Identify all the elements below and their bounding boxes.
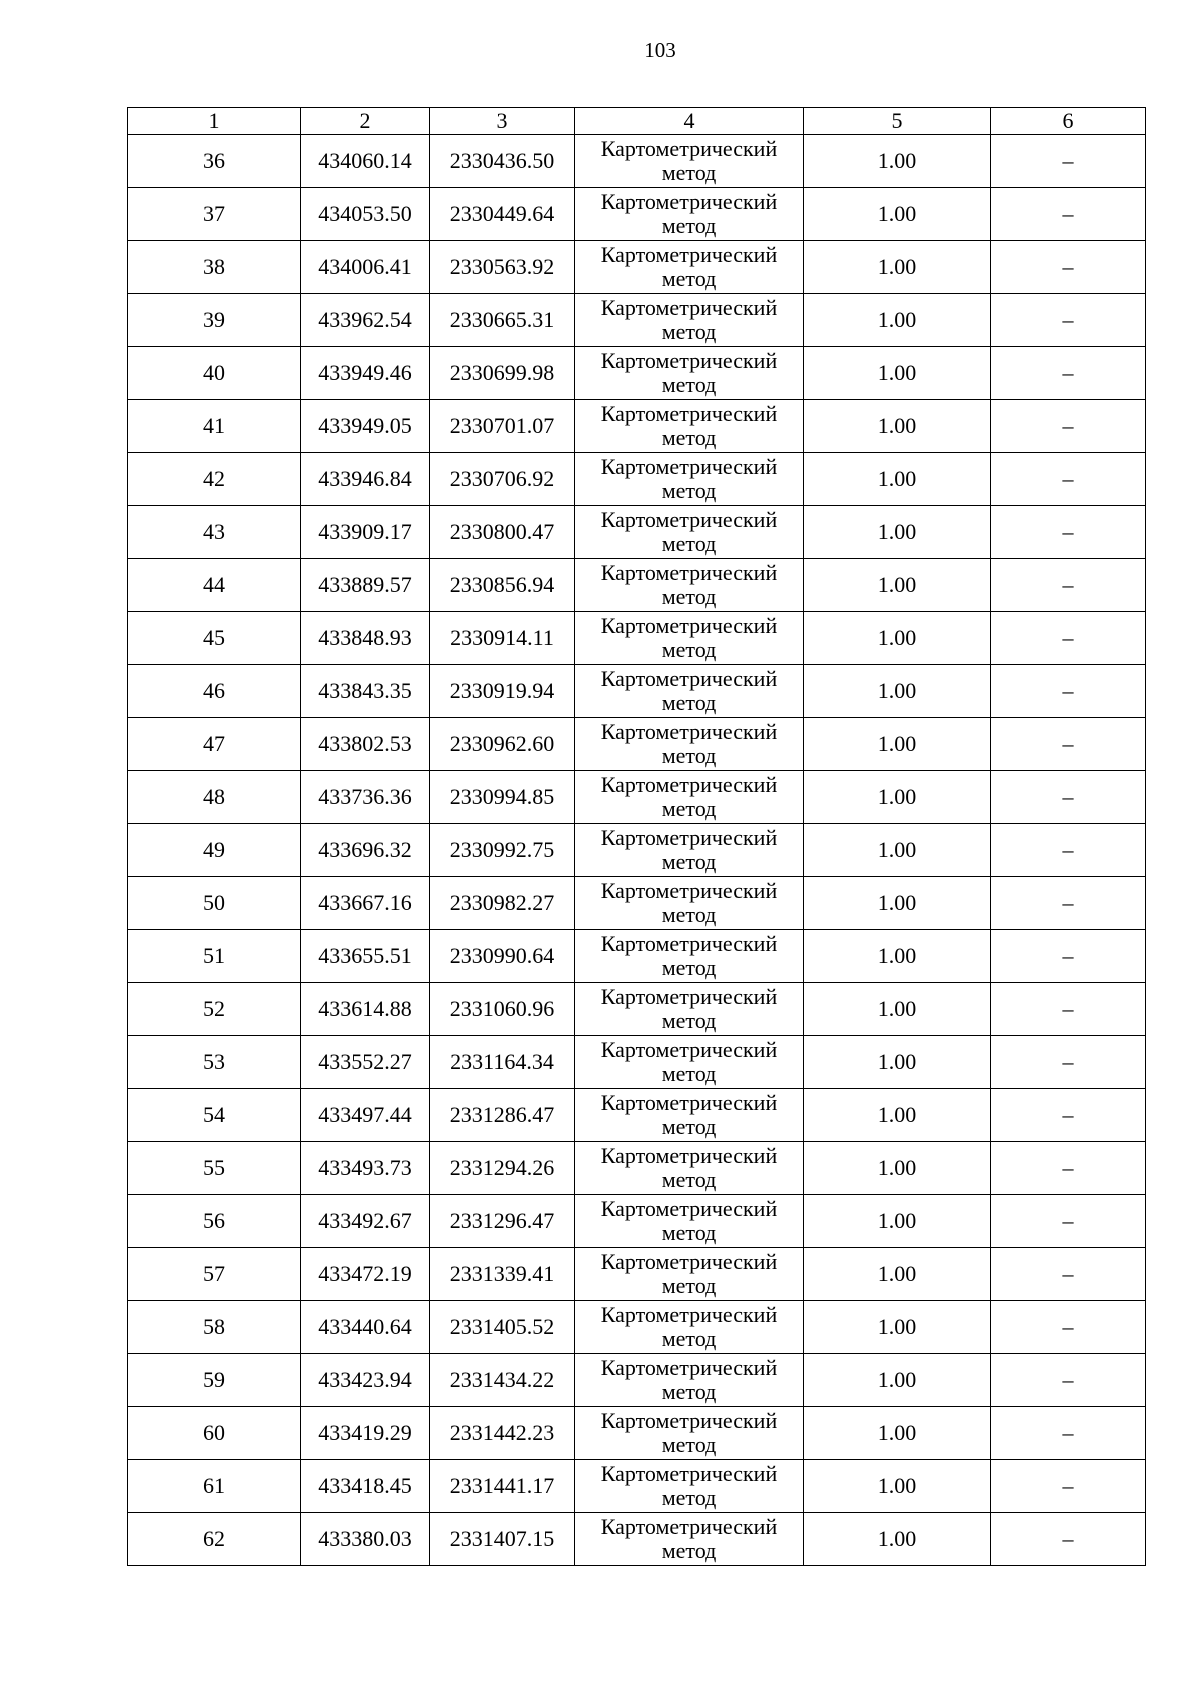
accuracy-cell: 1.00 bbox=[804, 453, 991, 506]
note-cell: – bbox=[991, 771, 1146, 824]
method-cell: Картометрический метод bbox=[575, 718, 804, 771]
column-header: 4 bbox=[575, 108, 804, 135]
method-cell: Картометрический метод bbox=[575, 1089, 804, 1142]
method-cell: Картометрический метод bbox=[575, 665, 804, 718]
note-cell: – bbox=[991, 1142, 1146, 1195]
y-coordinate-cell: 2331405.52 bbox=[430, 1301, 575, 1354]
x-coordinate-cell: 433418.45 bbox=[301, 1460, 430, 1513]
table-row bbox=[128, 930, 1146, 983]
accuracy-cell: 1.00 bbox=[804, 877, 991, 930]
x-coordinate-cell: 433497.44 bbox=[301, 1089, 430, 1142]
y-coordinate-cell: 2330449.64 bbox=[430, 188, 575, 241]
x-coordinate-cell: 433949.46 bbox=[301, 347, 430, 400]
accuracy-cell: 1.00 bbox=[804, 1195, 991, 1248]
x-coordinate-cell: 433423.94 bbox=[301, 1354, 430, 1407]
table-row bbox=[128, 506, 1146, 559]
note-cell: – bbox=[991, 612, 1146, 665]
table-row bbox=[128, 718, 1146, 771]
table-row bbox=[128, 665, 1146, 718]
y-coordinate-cell: 2331164.34 bbox=[430, 1036, 575, 1089]
x-coordinate-cell: 433614.88 bbox=[301, 983, 430, 1036]
point-number-cell: 59 bbox=[128, 1354, 301, 1407]
x-coordinate-cell: 433736.36 bbox=[301, 771, 430, 824]
y-coordinate-cell: 2330699.98 bbox=[430, 347, 575, 400]
method-cell: Картометрический метод bbox=[575, 1513, 804, 1566]
accuracy-cell: 1.00 bbox=[804, 1248, 991, 1301]
method-cell: Картометрический метод bbox=[575, 400, 804, 453]
page-number: 103 bbox=[644, 38, 676, 62]
x-coordinate-cell: 433962.54 bbox=[301, 294, 430, 347]
accuracy-cell: 1.00 bbox=[804, 1089, 991, 1142]
point-number-cell: 39 bbox=[128, 294, 301, 347]
y-coordinate-cell: 2331294.26 bbox=[430, 1142, 575, 1195]
table-row bbox=[128, 1089, 1146, 1142]
accuracy-cell: 1.00 bbox=[804, 612, 991, 665]
method-cell: Картометрический метод bbox=[575, 241, 804, 294]
column-header: 3 bbox=[430, 108, 575, 135]
x-coordinate-cell: 434053.50 bbox=[301, 188, 430, 241]
y-coordinate-cell: 2330800.47 bbox=[430, 506, 575, 559]
accuracy-cell: 1.00 bbox=[804, 824, 991, 877]
accuracy-cell: 1.00 bbox=[804, 1460, 991, 1513]
point-number-cell: 36 bbox=[128, 135, 301, 188]
method-cell: Картометрический метод bbox=[575, 1460, 804, 1513]
note-cell: – bbox=[991, 1089, 1146, 1142]
y-coordinate-cell: 2330982.27 bbox=[430, 877, 575, 930]
note-cell: – bbox=[991, 877, 1146, 930]
y-coordinate-cell: 2331441.17 bbox=[430, 1460, 575, 1513]
y-coordinate-cell: 2330665.31 bbox=[430, 294, 575, 347]
table-row bbox=[128, 400, 1146, 453]
accuracy-cell: 1.00 bbox=[804, 241, 991, 294]
table-row bbox=[128, 294, 1146, 347]
y-coordinate-cell: 2330994.85 bbox=[430, 771, 575, 824]
point-number-cell: 37 bbox=[128, 188, 301, 241]
method-cell: Картометрический метод bbox=[575, 559, 804, 612]
y-coordinate-cell: 2331442.23 bbox=[430, 1407, 575, 1460]
note-cell: – bbox=[991, 188, 1146, 241]
point-number-cell: 49 bbox=[128, 824, 301, 877]
point-number-cell: 54 bbox=[128, 1089, 301, 1142]
x-coordinate-cell: 433848.93 bbox=[301, 612, 430, 665]
method-cell: Картометрический метод bbox=[575, 506, 804, 559]
x-coordinate-cell: 433552.27 bbox=[301, 1036, 430, 1089]
point-number-cell: 47 bbox=[128, 718, 301, 771]
x-coordinate-cell: 433472.19 bbox=[301, 1248, 430, 1301]
table-row bbox=[128, 1248, 1146, 1301]
y-coordinate-cell: 2331434.22 bbox=[430, 1354, 575, 1407]
x-coordinate-cell: 433889.57 bbox=[301, 559, 430, 612]
x-coordinate-cell: 433667.16 bbox=[301, 877, 430, 930]
accuracy-cell: 1.00 bbox=[804, 718, 991, 771]
point-number-cell: 51 bbox=[128, 930, 301, 983]
accuracy-cell: 1.00 bbox=[804, 983, 991, 1036]
x-coordinate-cell: 433802.53 bbox=[301, 718, 430, 771]
method-cell: Картометрический метод bbox=[575, 1354, 804, 1407]
method-cell: Картометрический метод bbox=[575, 135, 804, 188]
table-row bbox=[128, 824, 1146, 877]
y-coordinate-cell: 2331296.47 bbox=[430, 1195, 575, 1248]
y-coordinate-cell: 2330436.50 bbox=[430, 135, 575, 188]
x-coordinate-cell: 433946.84 bbox=[301, 453, 430, 506]
table-row bbox=[128, 1460, 1146, 1513]
point-number-cell: 52 bbox=[128, 983, 301, 1036]
note-cell: – bbox=[991, 294, 1146, 347]
note-cell: – bbox=[991, 718, 1146, 771]
method-cell: Картометрический метод bbox=[575, 1142, 804, 1195]
table-row bbox=[128, 1407, 1146, 1460]
point-number-cell: 61 bbox=[128, 1460, 301, 1513]
note-cell: – bbox=[991, 1354, 1146, 1407]
point-number-cell: 43 bbox=[128, 506, 301, 559]
method-cell: Картометрический метод bbox=[575, 877, 804, 930]
point-number-cell: 57 bbox=[128, 1248, 301, 1301]
accuracy-cell: 1.00 bbox=[804, 400, 991, 453]
coordinates-table bbox=[127, 107, 1146, 1566]
table-row bbox=[128, 241, 1146, 294]
point-number-cell: 62 bbox=[128, 1513, 301, 1566]
accuracy-cell: 1.00 bbox=[804, 1142, 991, 1195]
note-cell: – bbox=[991, 824, 1146, 877]
table-row bbox=[128, 1301, 1146, 1354]
accuracy-cell: 1.00 bbox=[804, 930, 991, 983]
table-row bbox=[128, 1513, 1146, 1566]
accuracy-cell: 1.00 bbox=[804, 665, 991, 718]
table-row bbox=[128, 877, 1146, 930]
x-coordinate-cell: 433655.51 bbox=[301, 930, 430, 983]
point-number-cell: 46 bbox=[128, 665, 301, 718]
accuracy-cell: 1.00 bbox=[804, 559, 991, 612]
method-cell: Картометрический метод bbox=[575, 1036, 804, 1089]
method-cell: Картометрический метод bbox=[575, 1195, 804, 1248]
accuracy-cell: 1.00 bbox=[804, 188, 991, 241]
accuracy-cell: 1.00 bbox=[804, 506, 991, 559]
table-header-row bbox=[128, 108, 1146, 135]
method-cell: Картометрический метод bbox=[575, 930, 804, 983]
y-coordinate-cell: 2330914.11 bbox=[430, 612, 575, 665]
y-coordinate-cell: 2330701.07 bbox=[430, 400, 575, 453]
y-coordinate-cell: 2331339.41 bbox=[430, 1248, 575, 1301]
x-coordinate-cell: 433380.03 bbox=[301, 1513, 430, 1566]
column-header: 2 bbox=[301, 108, 430, 135]
table-row bbox=[128, 1195, 1146, 1248]
table-row bbox=[128, 771, 1146, 824]
note-cell: – bbox=[991, 453, 1146, 506]
note-cell: – bbox=[991, 665, 1146, 718]
point-number-cell: 56 bbox=[128, 1195, 301, 1248]
table-row bbox=[128, 453, 1146, 506]
accuracy-cell: 1.00 bbox=[804, 1354, 991, 1407]
y-coordinate-cell: 2330563.92 bbox=[430, 241, 575, 294]
method-cell: Картометрический метод bbox=[575, 453, 804, 506]
note-cell: – bbox=[991, 1460, 1146, 1513]
x-coordinate-cell: 433843.35 bbox=[301, 665, 430, 718]
x-coordinate-cell: 434060.14 bbox=[301, 135, 430, 188]
y-coordinate-cell: 2331407.15 bbox=[430, 1513, 575, 1566]
point-number-cell: 60 bbox=[128, 1407, 301, 1460]
x-coordinate-cell: 433419.29 bbox=[301, 1407, 430, 1460]
method-cell: Картометрический метод bbox=[575, 1301, 804, 1354]
note-cell: – bbox=[991, 347, 1146, 400]
x-coordinate-cell: 433696.32 bbox=[301, 824, 430, 877]
point-number-cell: 41 bbox=[128, 400, 301, 453]
table-body bbox=[128, 135, 1146, 1566]
column-header: 6 bbox=[991, 108, 1146, 135]
note-cell: – bbox=[991, 1513, 1146, 1566]
point-number-cell: 45 bbox=[128, 612, 301, 665]
y-coordinate-cell: 2331286.47 bbox=[430, 1089, 575, 1142]
y-coordinate-cell: 2330962.60 bbox=[430, 718, 575, 771]
note-cell: – bbox=[991, 135, 1146, 188]
x-coordinate-cell: 434006.41 bbox=[301, 241, 430, 294]
table-row bbox=[128, 559, 1146, 612]
accuracy-cell: 1.00 bbox=[804, 347, 991, 400]
point-number-cell: 58 bbox=[128, 1301, 301, 1354]
column-header: 1 bbox=[128, 108, 301, 135]
table-row bbox=[128, 347, 1146, 400]
y-coordinate-cell: 2330919.94 bbox=[430, 665, 575, 718]
note-cell: – bbox=[991, 983, 1146, 1036]
method-cell: Картометрический метод bbox=[575, 983, 804, 1036]
table-row bbox=[128, 188, 1146, 241]
y-coordinate-cell: 2330992.75 bbox=[430, 824, 575, 877]
method-cell: Картометрический метод bbox=[575, 1407, 804, 1460]
note-cell: – bbox=[991, 930, 1146, 983]
table-row bbox=[128, 135, 1146, 188]
table-row bbox=[128, 1036, 1146, 1089]
column-header: 5 bbox=[804, 108, 991, 135]
method-cell: Картометрический метод bbox=[575, 771, 804, 824]
note-cell: – bbox=[991, 1407, 1146, 1460]
x-coordinate-cell: 433493.73 bbox=[301, 1142, 430, 1195]
point-number-cell: 48 bbox=[128, 771, 301, 824]
note-cell: – bbox=[991, 1248, 1146, 1301]
note-cell: – bbox=[991, 1036, 1146, 1089]
accuracy-cell: 1.00 bbox=[804, 771, 991, 824]
table-row bbox=[128, 612, 1146, 665]
note-cell: – bbox=[991, 559, 1146, 612]
y-coordinate-cell: 2330990.64 bbox=[430, 930, 575, 983]
accuracy-cell: 1.00 bbox=[804, 1301, 991, 1354]
note-cell: – bbox=[991, 400, 1146, 453]
y-coordinate-cell: 2331060.96 bbox=[430, 983, 575, 1036]
method-cell: Картометрический метод bbox=[575, 294, 804, 347]
point-number-cell: 38 bbox=[128, 241, 301, 294]
x-coordinate-cell: 433949.05 bbox=[301, 400, 430, 453]
accuracy-cell: 1.00 bbox=[804, 1513, 991, 1566]
y-coordinate-cell: 2330856.94 bbox=[430, 559, 575, 612]
note-cell: – bbox=[991, 1301, 1146, 1354]
table-row bbox=[128, 1142, 1146, 1195]
method-cell: Картометрический метод bbox=[575, 1248, 804, 1301]
note-cell: – bbox=[991, 506, 1146, 559]
x-coordinate-cell: 433440.64 bbox=[301, 1301, 430, 1354]
point-number-cell: 40 bbox=[128, 347, 301, 400]
note-cell: – bbox=[991, 241, 1146, 294]
accuracy-cell: 1.00 bbox=[804, 1036, 991, 1089]
method-cell: Картометрический метод bbox=[575, 188, 804, 241]
method-cell: Картометрический метод bbox=[575, 824, 804, 877]
y-coordinate-cell: 2330706.92 bbox=[430, 453, 575, 506]
x-coordinate-cell: 433909.17 bbox=[301, 506, 430, 559]
method-cell: Картометрический метод bbox=[575, 347, 804, 400]
point-number-cell: 55 bbox=[128, 1142, 301, 1195]
point-number-cell: 50 bbox=[128, 877, 301, 930]
x-coordinate-cell: 433492.67 bbox=[301, 1195, 430, 1248]
point-number-cell: 44 bbox=[128, 559, 301, 612]
table-row bbox=[128, 1354, 1146, 1407]
method-cell: Картометрический метод bbox=[575, 612, 804, 665]
note-cell: – bbox=[991, 1195, 1146, 1248]
accuracy-cell: 1.00 bbox=[804, 294, 991, 347]
point-number-cell: 53 bbox=[128, 1036, 301, 1089]
point-number-cell: 42 bbox=[128, 453, 301, 506]
accuracy-cell: 1.00 bbox=[804, 1407, 991, 1460]
table-row bbox=[128, 983, 1146, 1036]
accuracy-cell: 1.00 bbox=[804, 135, 991, 188]
